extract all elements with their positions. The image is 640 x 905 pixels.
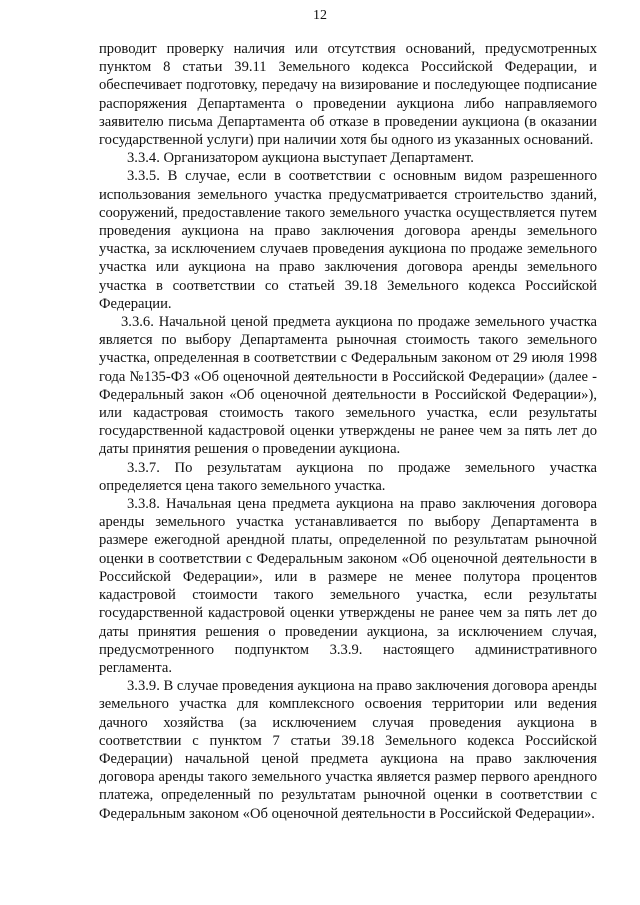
paragraph-3-3-9: 3.3.9. В случае проведения аукциона на право заключения договора аренды земельного участка для комплексного освоения территории или ведения дачного хозяйства (за исключением случая проведения аукциона в соответствии с пунктом 7 статьи 39.18 Земельного кодекса Российской Федерации) начальной ценой предмета аукциона на право заключения договора аренды такого земельного участка является размер первого арендного платежа, определенный по результатам рыночной оценки в соответствии с Федеральным законом «Об оценочной деятельности в Российской Федерации». xyxy=(99,678,597,822)
paragraph-3-3-5: 3.3.5. В случае, если в соответствии с основным видом разрешенного использования земельного участка предусматривается строительство зданий, сооружений, предоставление такого земельного участка осуществляется путем проведения аукциона на право заключения договора аренды земельного участка, за исключением случаев проведения аукциона по продаже земельного участка или аукциона на право заключения договора аренды земельного участка в соответствии со статьей 39.18 Земельного кодекса Российской Федерации. xyxy=(99,168,597,312)
paragraph-3-3-7: 3.3.7. По результатам аукциона по продаже земельного участка определяется цена такого земельного участка. xyxy=(99,459,597,494)
page-number: 12 xyxy=(313,8,327,23)
paragraph-3-3-6: 3.3.6. Начальной ценой предмета аукциона по продаже земельного участка является по выбору Департамента рыночная стоимость такого земельного участка, определенная в соответствии с Федеральным законом от 29 июля 1998 года №135-ФЗ «Об оценочной деятельности в Российской Федерации» (далее - Федеральный закон «Об оценочной деятельности в Российской Федерации»), или кадастровая стоимость такого земельного участка, если результаты государственной кадастровой оценки утверждены не ранее чем за пять лет до даты принятия решения о проведении аукциона. xyxy=(99,314,597,458)
paragraph-3-3-8: 3.3.8. Начальная цена предмета аукциона на право заключения договора аренды земельного участка устанавливается по выбору Департамента в размере ежегодной арендной платы, определенной по результатам рыночной оценки в соответствии с Федеральным законом «Об оценочной деятельности в Российской Федерации», или в размере не менее полутора процентов кадастровой стоимости такого земельного участка, если результаты государственной кадастровой оценки утверждены не ранее чем за пять лет до даты принятия решения о проведении аукциона, за исключением случая, предусмотренного подпунктом 3.3.9. настоящего административного регламента. xyxy=(99,496,597,676)
paragraph-continuation: проводит проверку наличия или отсутствия оснований, предусмотренных пунктом 8 статьи 39.11 Земельного кодекса Российской Федерации, и обеспечивает подготовку, передачу на визирование и последующее подписание распоряжения Департамента о проведении аукциона либо направляемого заявителю письма Департамента об отказе в проведении аукциона (в оказании государственной услуги) при наличии хотя бы одного из указанных оснований. xyxy=(99,41,597,149)
paragraph-3-3-4: 3.3.4. Организатором аукциона выступает Департамент. xyxy=(127,150,474,167)
document-body xyxy=(99,40,597,823)
